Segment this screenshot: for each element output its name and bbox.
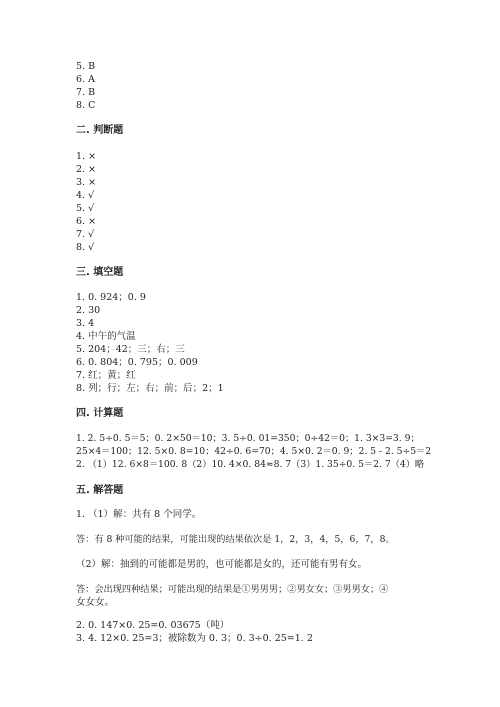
fill-answer-7: 7. 红；黄；红 xyxy=(76,370,136,381)
mc-answer-5: 5. B xyxy=(76,61,96,72)
problem-1-part-1: 1. （1）解：共有 8 个同学。 xyxy=(76,509,202,520)
mc-answer-7: 7. B xyxy=(76,87,96,98)
tf-answer-3: 3. × xyxy=(76,177,97,188)
fill-answer-1: 1. 0. 924；0. 9 xyxy=(76,292,146,303)
tf-answer-4: 4. √ xyxy=(76,190,95,201)
mc-answer-8: 8. C xyxy=(76,100,96,111)
section-heading-calculation: 四. 计算题 xyxy=(76,408,124,419)
calc-line-2: 25×4＝100；12. 5×0. 8=10；42÷0. 6=70；4. 5×0. 2＝0. 9；2. 5 - 2. 5÷5＝2 xyxy=(76,446,432,457)
tf-answer-5: 5. √ xyxy=(76,203,95,214)
fill-answer-2: 2. 30 xyxy=(76,305,101,316)
problem-3-solution: 3. 4. 12×0. 25=3；被除数为 0. 3；0. 3÷0. 25=1. 2 xyxy=(76,633,313,644)
fill-answer-4: 4. 中午的气温 xyxy=(76,331,136,342)
tf-answer-8: 8. √ xyxy=(76,242,95,253)
fill-answer-3: 3. 4 xyxy=(76,318,95,329)
tf-answer-7: 7. √ xyxy=(76,229,95,240)
section-heading-word-problems: 五. 解答题 xyxy=(76,485,124,496)
tf-answer-6: 6. × xyxy=(76,216,97,227)
tf-answer-1: 1. × xyxy=(76,151,97,162)
problem-1-answer-1: 答：有 8 种可能的结果，可能出现的结果依次是 1，2，3，4，5，6，7，8。 xyxy=(76,534,395,545)
problem-2-solution: 2. 0. 147×0. 25=0. 03675（吨） xyxy=(76,620,230,631)
fill-answer-6: 6. 0. 804；0. 795；0. 009 xyxy=(76,357,198,368)
problem-1-part-2: （2）解：抽到的可能都是男的，也可能都是女的，还可能有男有女。 xyxy=(76,559,368,570)
mc-answer-6: 6. A xyxy=(76,74,95,85)
problem-1-answer-2: 答：会出现四种结果；可能出现的结果是①男男男；②男女女；③男男女；④ xyxy=(76,584,389,595)
tf-answer-2: 2. × xyxy=(76,164,97,175)
calc-line-3: 2. （1）12. 6×8＝100. 8（2）10. 4×0. 84≈8. 7（3）1. 35÷0. 5＝2. 7（4）略 xyxy=(76,459,425,470)
fill-answer-8: 8. 列；行；左；右；前；后；2；1 xyxy=(76,383,224,394)
problem-1-answer-2-cont: 女女女。 xyxy=(76,597,115,608)
section-heading-fill-blank: 三. 填空题 xyxy=(76,267,124,278)
calc-line-1: 1. 2. 5÷0. 5＝5；0. 2×50＝10；3. 5÷0. 01=350；0÷42＝0；1. 3×3=3. 9； xyxy=(76,433,420,444)
fill-answer-5: 5. 204；42；三；右；三 xyxy=(76,344,185,355)
section-heading-true-false: 二. 判断题 xyxy=(76,125,124,136)
